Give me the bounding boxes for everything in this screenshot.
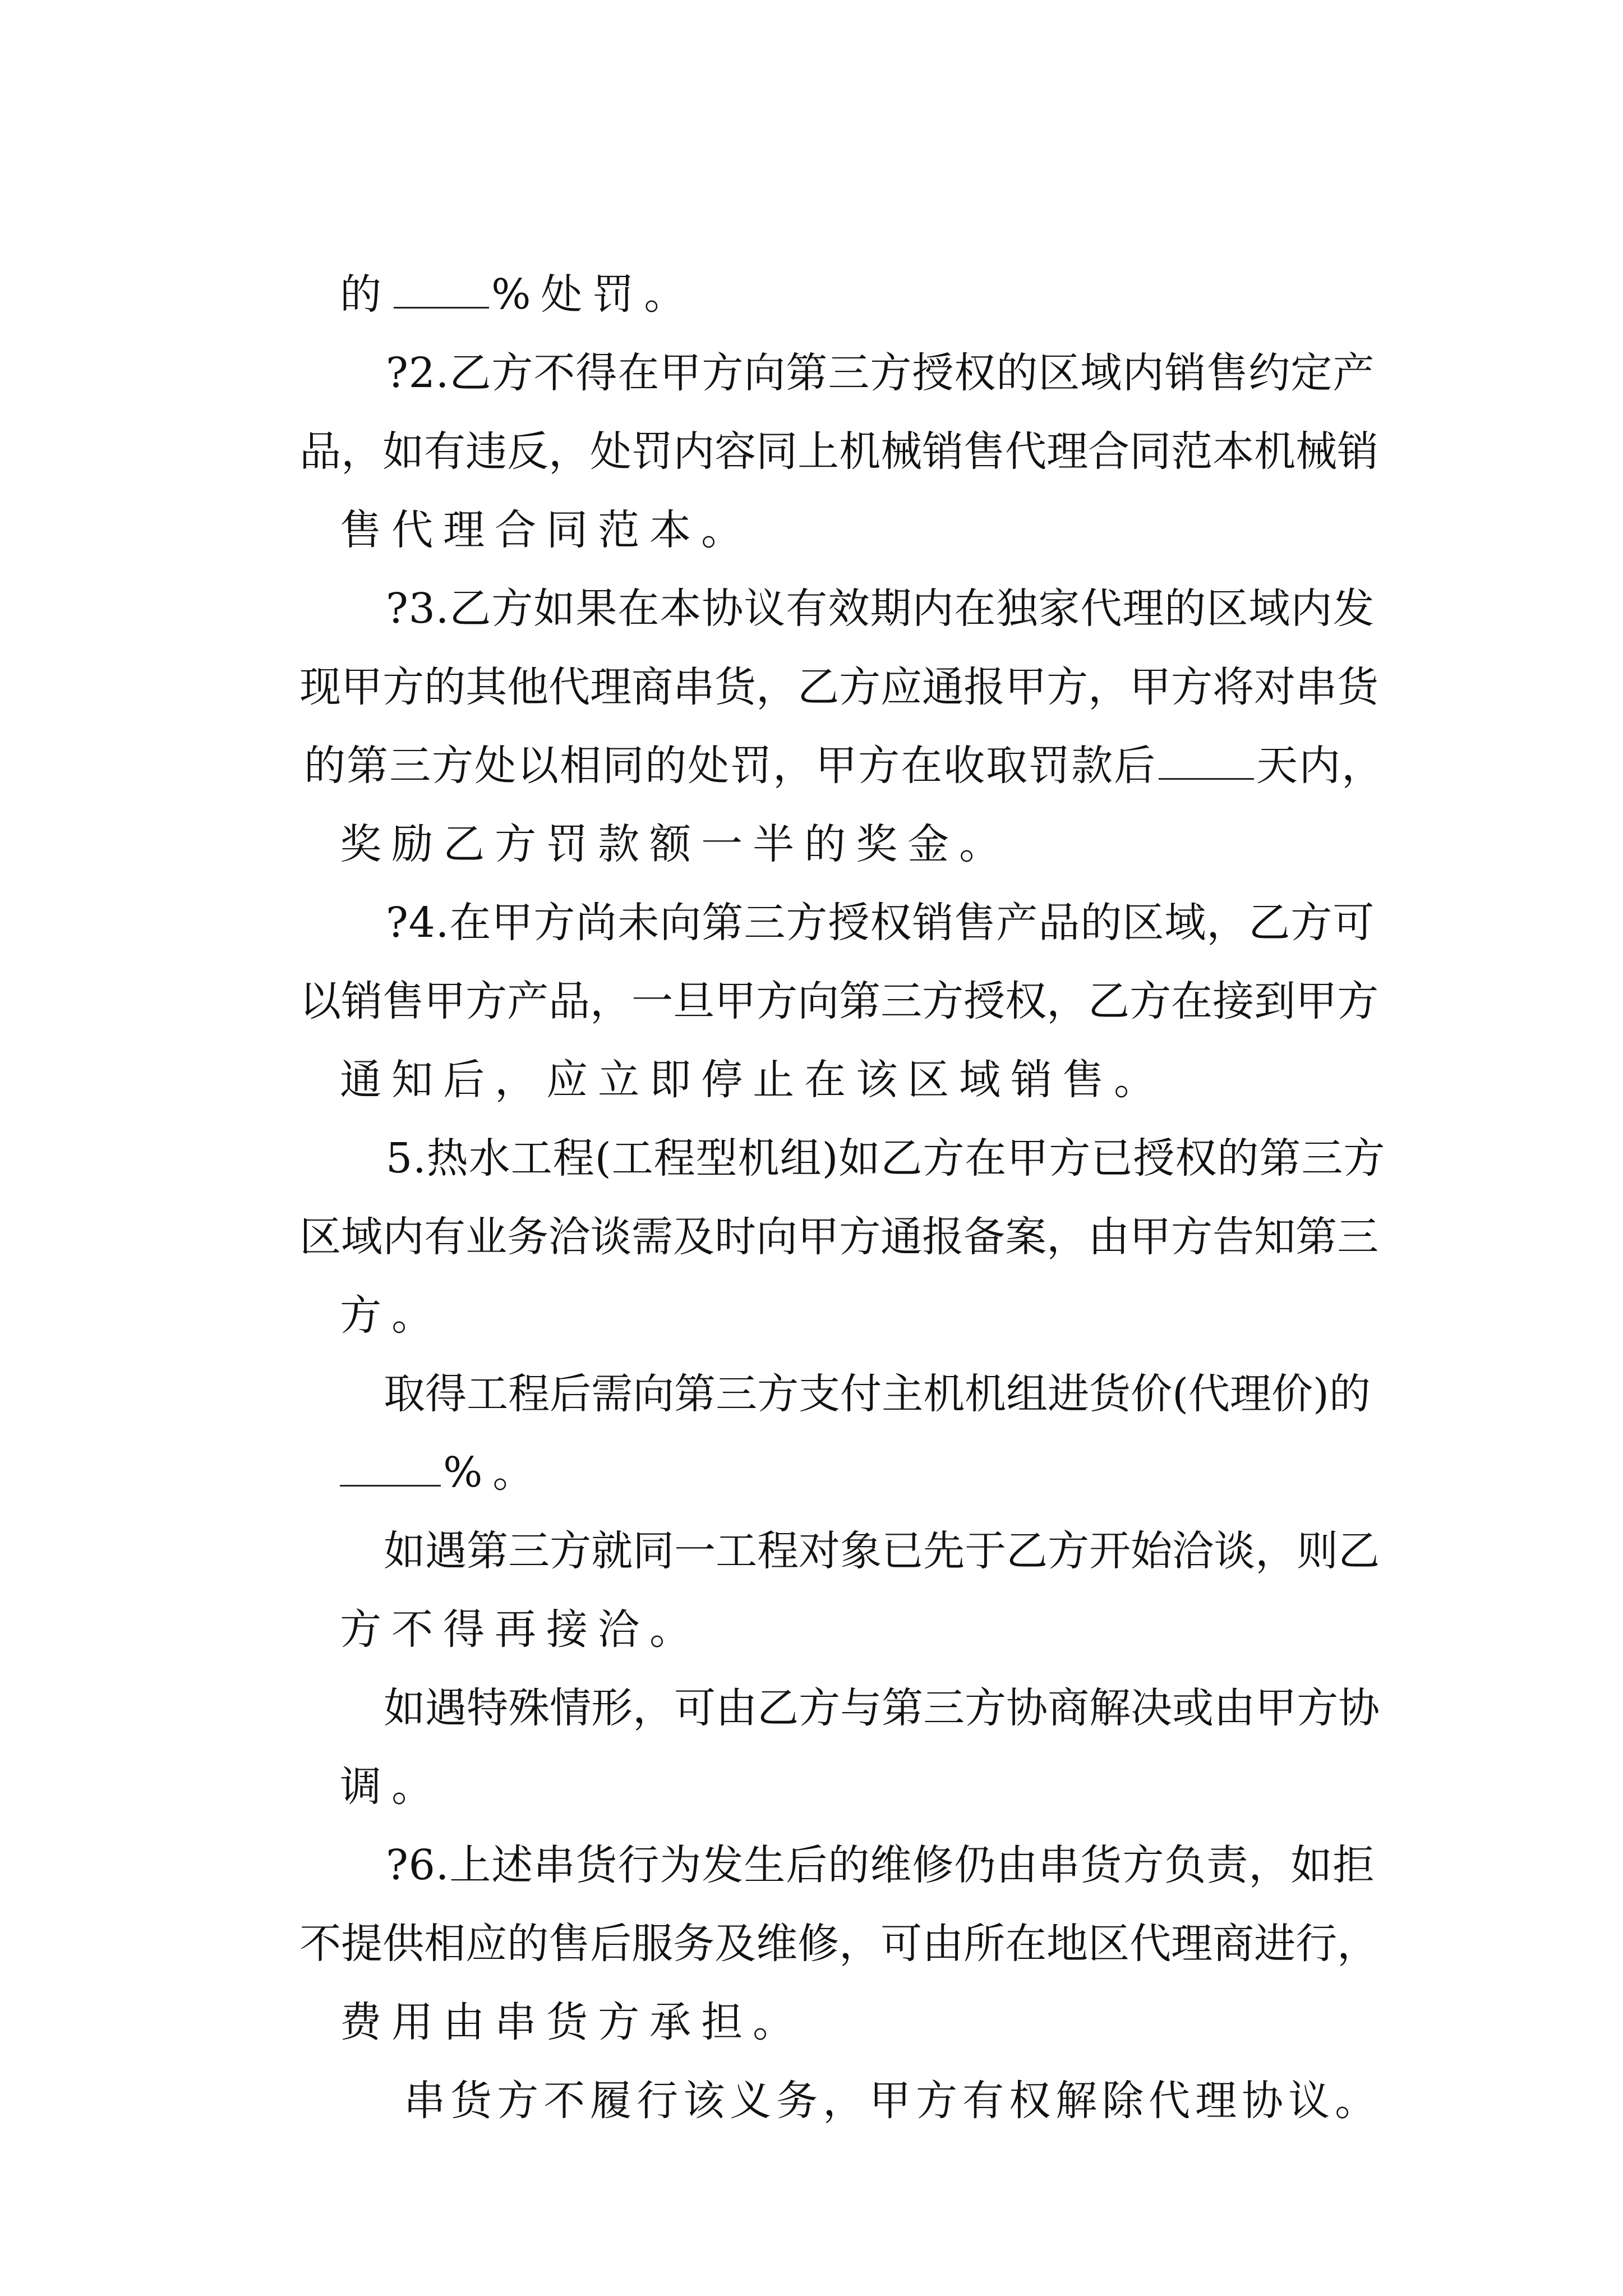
- text-line: [331, 2017, 1381, 2185]
- text-segment: 如遇特殊情形，可由乙方与第三方协商解决或由甲方协: [384, 1684, 1380, 1732]
- text-segment: %处罚。: [491, 270, 696, 319]
- text-line: [331, 1624, 1380, 1792]
- text-segment: ?6.上述串货行为发生后的维修仍由串货方负责，如拒: [386, 1841, 1375, 1889]
- text-segment: 奖励乙方罚款额一半的奖金。: [340, 820, 1011, 868]
- text-segment: 的: [340, 270, 392, 319]
- text-segment: 不提供相应的售后服务及维修，可由所在地区代理商进行，: [299, 1920, 1379, 1968]
- text-segment: 的第三方处以相同的处罚，甲方在收取罚款后: [304, 742, 1157, 790]
- text-segment: 如遇第三方就同一工程对象已先于乙方开始洽谈，则乙: [384, 1527, 1380, 1575]
- text-segment: %。: [443, 1448, 545, 1497]
- text-segment: 天内，: [1256, 742, 1385, 790]
- text-segment: 5.热水工程(工程型机组)如乙方在甲方已授权的第三方: [386, 1134, 1386, 1182]
- text-segment: 串货方不履行该义务，甲方有权解除代理协议。: [404, 2077, 1382, 2125]
- text-segment: 通知后，应立即停止在该区域销售。: [340, 1056, 1166, 1104]
- text-segment: 方不得再接洽。: [340, 1605, 702, 1654]
- text-segment: ?4.在甲方尚未向第三方授权销售产品的区域，乙方可: [386, 899, 1375, 947]
- text-segment: 调。: [340, 1763, 444, 1811]
- text-segment: ?2.乙方不得在甲方向第三方授权的区域内销售约定产: [386, 349, 1375, 397]
- text-segment: 区域内有业务洽谈需及时向甲方通报备案，由甲方告知第三: [299, 1213, 1379, 1261]
- text-segment: 售代理合同范本。: [340, 506, 753, 554]
- text-segment: 现甲方的其他代理商串货，乙方应通报甲方，甲方将对串货: [299, 663, 1379, 711]
- text-segment: 品，如有违反，处罚内容同上机械销售代理合同范本机械销: [299, 427, 1379, 476]
- text-segment: ?3.乙方如果在本协议有效期内在独家代理的区域内发: [386, 585, 1375, 633]
- fill-in-blank: [1159, 744, 1254, 780]
- text-segment: 费用由串货方承担。: [340, 1998, 805, 2046]
- text-segment: 方。: [340, 1291, 444, 1340]
- text-segment: 取得工程后需向第三方支付主机机组进货价(代理价)的: [384, 1370, 1371, 1418]
- text-segment: 以销售甲方产品，一旦甲方向第三方授权，乙方在接到甲方: [299, 977, 1379, 1025]
